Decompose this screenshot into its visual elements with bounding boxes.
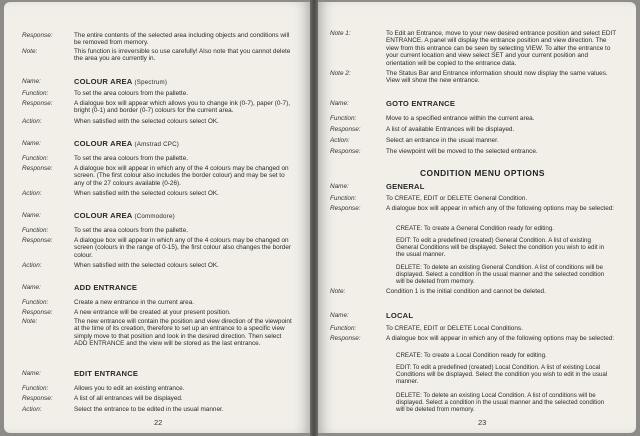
entry-text: To set the area colours from the pallette. xyxy=(74,90,189,97)
entry-label: Response: xyxy=(22,100,53,107)
entry-label: Note 2: xyxy=(330,70,351,77)
entry-heading xyxy=(74,370,294,377)
manual-entry xyxy=(4,140,294,148)
entry-label: Note: xyxy=(22,48,38,55)
entry-text: Select the entrance to be edited in the usual manner. xyxy=(74,406,224,413)
entry-label: Response: xyxy=(330,335,361,342)
entry-label: Response: xyxy=(22,32,53,39)
entry-heading xyxy=(386,312,618,319)
entry-label: Name: xyxy=(22,140,41,147)
entry-label: Function: xyxy=(330,115,357,122)
manual-entry xyxy=(318,148,618,155)
entry-label: Response: xyxy=(22,395,53,402)
manual-entry xyxy=(318,195,618,202)
entry-label: Response: xyxy=(22,237,53,244)
entry-text: Create a new entrance in the current area. xyxy=(74,299,195,306)
entry-text: Select an entrance in the usual manner. xyxy=(386,137,499,144)
entry-label: Name: xyxy=(22,370,41,377)
entry-label: Response: xyxy=(330,148,361,155)
entry-label: Action: xyxy=(22,262,42,269)
manual-entry xyxy=(4,32,294,47)
entry-text: This function is irreversible so use carefully! Also note that you cannot delete the area you are currently in. xyxy=(74,48,291,63)
left-page xyxy=(4,2,310,433)
entry-heading-text: GENERAL xyxy=(386,182,425,191)
entry-text: A dialogue box will appear in which any of the following options may be selected: xyxy=(386,335,615,342)
entry-text: A dialogue box will appear in which any of the 4 colours may be changed on screen (colours in the range of 0-15), the first colour also changes the border colour. xyxy=(74,237,292,259)
entry-label: Function: xyxy=(22,385,49,392)
entry-label: Function: xyxy=(330,325,357,332)
entry-text: A dialogue box will appear which allows you to change ink (0-7), paper (0-7), bright (0-1) and border (0-7) colours for the current area. xyxy=(74,100,290,115)
entry-label: Action: xyxy=(22,118,42,125)
entry-label: Name: xyxy=(22,284,41,291)
option-description: DELETE: To delete an existing General Condition. A list of conditions will be displayed. Select a condition in the usual manner and the selected condition will be deleted from memory. xyxy=(396,264,605,286)
manual-entry xyxy=(318,183,618,190)
manual-entry xyxy=(4,309,294,316)
entry-heading-text: COLOUR AREA xyxy=(74,139,133,148)
manual-entry xyxy=(318,288,618,295)
entry-text: Allows you to edit an existing entrance. xyxy=(74,385,185,392)
entry-label: Action: xyxy=(22,406,42,413)
entry-label: Action: xyxy=(22,190,42,197)
manual-entry xyxy=(318,137,618,144)
entry-text: When satisfied with the selected colours select OK. xyxy=(74,118,219,125)
manual-entry xyxy=(4,48,294,63)
manual-entry xyxy=(4,212,294,220)
entry-heading xyxy=(74,212,294,220)
manual-entry xyxy=(4,78,294,86)
manual-entry xyxy=(318,100,618,107)
manual-entry xyxy=(4,318,294,348)
entry-text: A list of all entrances will be displayed. xyxy=(74,395,183,402)
manual-entry xyxy=(4,227,294,234)
manual-entry xyxy=(4,284,294,291)
entry-heading xyxy=(74,78,294,86)
manual-entry xyxy=(4,262,294,269)
entry-label: Name: xyxy=(330,183,349,190)
entry-text: A dialogue box will appear in which any of the 4 colours may be changed on screen. (The first colour also includes the border colour) and may be set to any of the 27 colours available (0-26). xyxy=(74,165,289,187)
option-description: EDIT: To edit a predefined (created) General Condition. A list of existing General Conditions will be displayed. Select the condition you wish to edit in the usual manner. xyxy=(396,237,605,259)
entry-label: Response: xyxy=(22,309,53,316)
option-description: CREATE: To create a General Condition ready for editing. xyxy=(396,225,554,232)
entry-text: To set the area colours from the pallette. xyxy=(74,155,189,162)
entry-label: Note: xyxy=(330,288,346,295)
entry-label: Action: xyxy=(330,137,350,144)
entry-heading xyxy=(74,284,294,291)
manual-entry xyxy=(4,395,294,402)
manual-entry xyxy=(4,190,294,197)
manual-entry xyxy=(4,100,294,115)
entry-text: A new entrance will be created at your present position. xyxy=(74,309,231,316)
entry-text: When satisfied with the selected colours select OK. xyxy=(74,190,219,197)
entry-text: Condition 1 is the initial condition and cannot be deleted. xyxy=(386,288,546,295)
entry-text: The Status Bar and Entrance information should now display the same values. View will show the new entrance. xyxy=(386,70,608,85)
entry-text: Move to a specified entrance within the current area. xyxy=(386,115,535,122)
page-number-right: 23 xyxy=(478,418,487,427)
entry-label: Note: xyxy=(22,318,38,325)
manual-entry xyxy=(318,115,618,122)
entry-heading-note: (Amstrad CPC) xyxy=(134,141,180,148)
page-number-left: 22 xyxy=(154,418,163,427)
entry-label: Function: xyxy=(22,299,49,306)
entry-heading-text: COLOUR AREA xyxy=(74,77,133,86)
entry-heading-text: ADD ENTRANCE xyxy=(74,283,138,292)
entry-heading xyxy=(386,183,618,190)
manual-entry xyxy=(4,155,294,162)
entry-label: Response: xyxy=(330,205,361,212)
manual-entry xyxy=(4,299,294,306)
section-title: CONDITION MENU OPTIONS xyxy=(420,168,545,178)
entry-heading-text: GOTO ENTRANCE xyxy=(386,99,456,108)
entry-heading-note: (Spectrum) xyxy=(134,79,168,86)
entry-text: The viewpoint will be moved to the selected entrance. xyxy=(386,148,538,155)
manual-entry xyxy=(318,312,618,319)
manual-entry xyxy=(4,370,294,377)
entry-label: Name: xyxy=(22,212,41,219)
option-description: DELETE: To delete an existing Local Condition. A list of conditions will be displayed. Select a condition in the usual manner and the selected condition will be deleted from memory. xyxy=(396,392,605,414)
entry-label: Response: xyxy=(330,126,361,133)
entry-text: To CREATE, EDIT or DELETE General Condition. xyxy=(386,195,528,202)
entry-label: Function: xyxy=(22,227,49,234)
entry-label: Name: xyxy=(22,78,41,85)
entry-text: A dialogue box will appear in which any of the following options may be selected: xyxy=(386,205,615,212)
entry-label: Note 1: xyxy=(330,30,351,37)
manual-entry xyxy=(4,118,294,125)
manual-entry xyxy=(318,70,618,85)
entry-label: Function: xyxy=(22,90,49,97)
entry-text: To Edit an Entrance, move to your new desired entrance position and select EDIT ENTRANCE. A panel will display the entrance position and view direction. The view from this entrance can be seen by selecting VIEW. To alter the entrance to your current location and view select SET and your current position and orientation will be copied to the entrance data. xyxy=(386,30,617,67)
right-page xyxy=(318,2,636,433)
manual-entry xyxy=(4,406,294,413)
option-description: CREATE: To create a Local Condition ready for editing. xyxy=(396,352,547,359)
manual-entry xyxy=(318,126,618,133)
entry-text: To set the area colours from the pallette. xyxy=(74,227,189,234)
entry-heading-text: LOCAL xyxy=(386,311,414,320)
entry-label: Response: xyxy=(22,165,53,172)
entry-label: Function: xyxy=(330,195,357,202)
entry-heading-note: (Commodore) xyxy=(134,213,175,220)
entry-heading-text: COLOUR AREA xyxy=(74,211,133,220)
entry-label: Name: xyxy=(330,100,349,107)
entry-text: When satisfied with the selected colours select OK. xyxy=(74,262,219,269)
manual-entry xyxy=(4,237,294,259)
entry-label: Name: xyxy=(330,312,349,319)
manual-entry xyxy=(4,385,294,392)
entry-text: The new entrance will contain the position and view direction of the viewpoint at the time of its creation, therefore to set up an entrance to a specific view simply move to that position and look in the desired direction. Then select ADD ENTRANCE and the view will be stored as the last entrance. xyxy=(74,318,292,348)
entry-text: The entire contents of the selected area including objects and conditions will be removed from memory. xyxy=(74,32,290,47)
entry-heading xyxy=(74,140,294,148)
manual-entry xyxy=(4,90,294,97)
manual-entry xyxy=(318,205,618,212)
manual-entry xyxy=(4,165,294,187)
manual-entry xyxy=(318,30,618,67)
entry-text: To CREATE, EDIT or DELETE Local Conditions. xyxy=(386,325,523,332)
entry-heading-text: EDIT ENTRANCE xyxy=(74,369,139,378)
manual-entry xyxy=(318,325,618,332)
entry-label: Function: xyxy=(22,155,49,162)
manual-entry xyxy=(318,335,618,342)
entry-heading xyxy=(386,100,618,107)
option-description: EDIT: To edit a predefined (created) Local Condition. A list of existing Local Conditions will be displayed. Select the condition you wish to edit in the usual manner. xyxy=(396,364,608,386)
book-gutter xyxy=(310,0,318,436)
entry-text: A list of available Entrances will be displayed. xyxy=(386,126,515,133)
